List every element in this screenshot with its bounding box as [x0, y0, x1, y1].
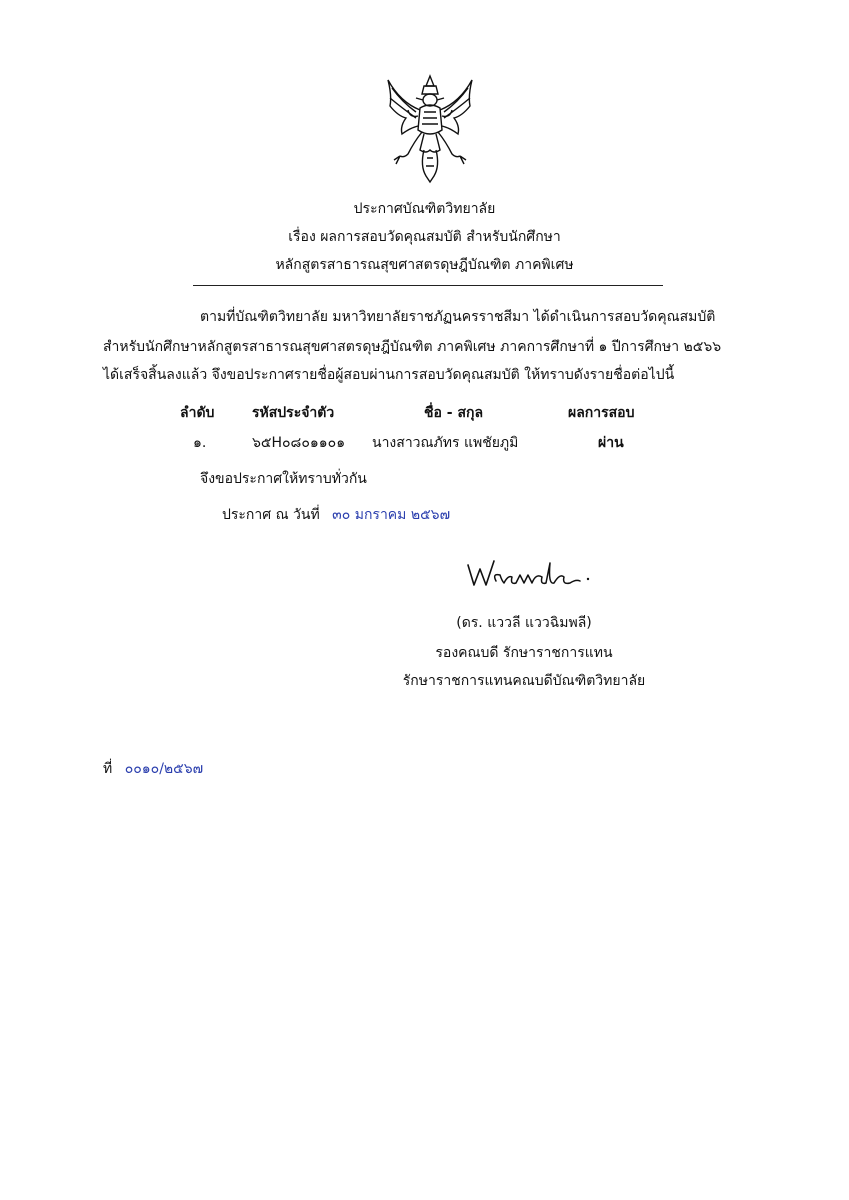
- paragraph-line-1: ตามที่บัณฑิตวิทยาลัย มหาวิทยาลัยราชภัฏนครราชสีมา ได้ดำเนินการสอบวัดคุณสมบัติ: [200, 309, 716, 325]
- reference-number: ๐๐๑๐/๒๕๖๗: [124, 761, 204, 777]
- row-student-id: ๖๕H๐๘๐๑๑๐๑: [252, 435, 346, 451]
- garuda-emblem-icon: [380, 72, 480, 184]
- row-order: ๑.: [193, 435, 207, 451]
- announce-prefix: ประกาศ ณ วันที่: [222, 507, 320, 523]
- signatory-position-1: รองคณบดี รักษาราชการแทน: [435, 645, 613, 661]
- handwritten-signature: [464, 555, 604, 595]
- heading-divider: [193, 285, 663, 286]
- announce-date: ๓๐ มกราคม ๒๕๖๗: [332, 507, 451, 523]
- row-result: ผ่าน: [598, 435, 624, 451]
- announcement-title: ประกาศบัณฑิตวิทยาลัย: [353, 201, 496, 217]
- paragraph-line-3: ได้เสร็จสิ้นลงแล้ว จึงขอประกาศรายชื่อผู้สอบผ่านการสอบวัดคุณสมบัติ ให้ทราบดังรายชื่อต่อไปนี้: [103, 367, 675, 383]
- signatory-name: (ดร. แววลี แววฉิมพลี): [456, 615, 592, 631]
- closing-statement: จึงขอประกาศให้ทราบทั่วกัน: [200, 471, 367, 487]
- header-order: ลำดับ: [180, 405, 215, 421]
- signatory-position-2: รักษาราชการแทนคณบดีบัณฑิตวิทยาลัย: [402, 673, 646, 689]
- program-name: หลักสูตรสาธารณสุขศาสตรดุษฎีบัณฑิต ภาคพิเศษ: [275, 257, 574, 273]
- reference-label: ที่: [103, 761, 113, 777]
- header-result: ผลการสอบ: [568, 405, 635, 421]
- reference-line: [103, 760, 203, 778]
- paragraph-line-2: สำหรับนักศึกษาหลักสูตรสาธารณสุขศาสตรดุษฎีบัณฑิต ภาคพิเศษ ภาคการศึกษาที่ ๑ ปีการศึกษา ๒๕๖๖: [103, 339, 722, 355]
- header-full-name: ชื่อ - สกุล: [424, 405, 484, 421]
- announce-date-line: [222, 506, 450, 524]
- header-student-id: รหัสประจำตัว: [252, 405, 335, 421]
- announcement-subject: เรื่อง ผลการสอบวัดคุณสมบัติ สำหรับนักศึกษา: [288, 229, 561, 245]
- row-full-name: นางสาวณภัทร แพชัยภูมิ: [372, 435, 519, 451]
